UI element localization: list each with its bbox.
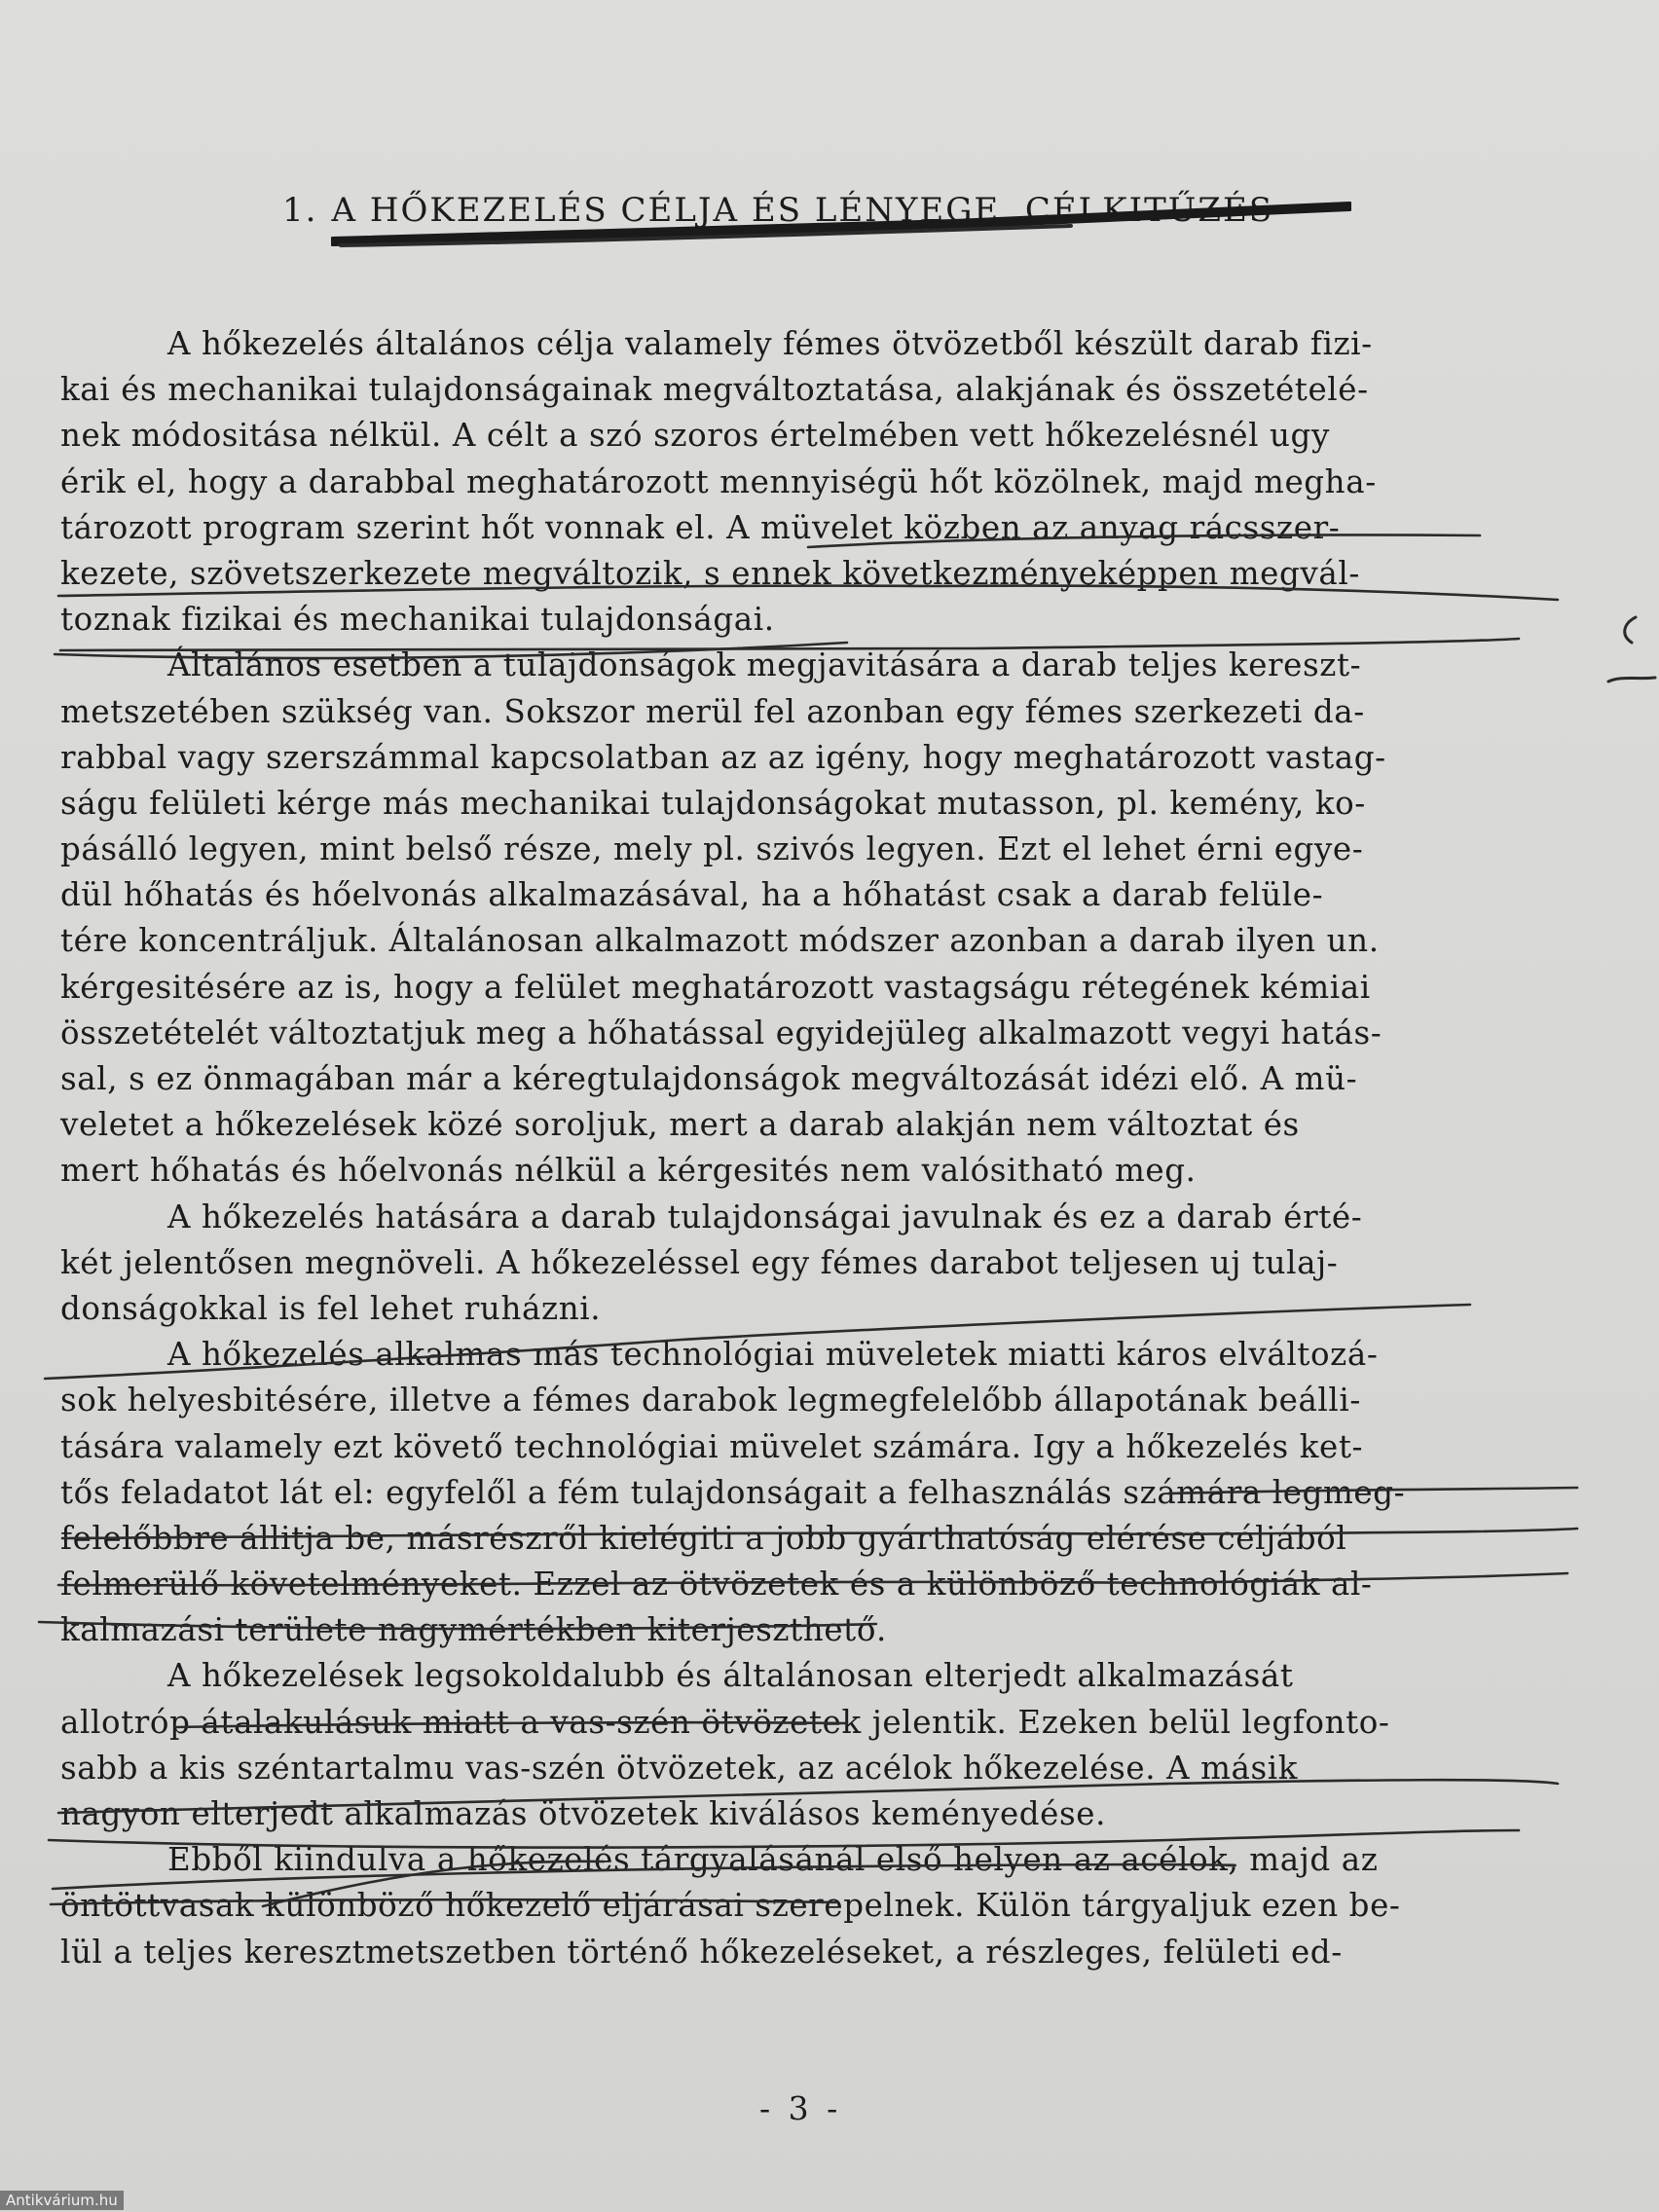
text-line: kezete, szövetszerkezete megváltozik, s ennek következményeképpen megvál- [60,554,1360,592]
text-line: kérgesitésére az is, hogy a felület meghatározott vastagságu rétegének kémiai [60,968,1371,1006]
section-title: A HŐKEZELÉS CÉLJA ÉS LÉNYEGE, CÉLKITŰZÉS [331,191,1274,230]
text-line: felmerülő követelményeket. Ezzel az ötvözetek és a különböző technológiák al- [60,1566,1373,1604]
text-line: Ebből kiindulva a hőkezelés tárgyalásánál első helyen az acélok, majd az [167,1841,1379,1879]
text-line: kalmazási területe nagymértékben kiterjeszthető. [60,1611,887,1649]
text-line: tére koncentráljuk. Általánosan alkalmazott módszer azonban a darab ilyen un. [60,922,1380,960]
text-line: pásálló legyen, mint belső része, mely pl. szivós legyen. Ezt el lehet érni egye- [60,830,1364,868]
text-line: dül hőhatás és hőelvonás alkalmazásával, ha a hőhatást csak a darab felüle- [60,876,1324,914]
text-line: rabbal vagy szerszámmal kapcsolatban az az igény, hogy meghatározott vastag- [60,738,1386,776]
text-line: sal, s ez önmagában már a kéregtulajdonságok megváltozását idézi elő. A mü- [60,1060,1358,1097]
text-line: A hőkezelés általános célja valamely fémes ötvözetből készült darab fizi- [167,325,1373,362]
text-line: felelőbbre állitja be, másrészről kielégiti a jobb gyárthatóság elérése céljából [60,1519,1347,1557]
text-line: veletet a hőkezelések közé soroljuk, mert a darab alakján nem változtat és [60,1106,1300,1144]
section-number: 1. [282,191,318,230]
text-line: metszetében szükség van. Sokszor merül fel azonban egy fémes szerkezeti da- [60,692,1365,730]
text-line: lül a teljes keresztmetszetben történő hőkezeléseket, a részleges, felületi ed- [60,1933,1343,1971]
margin-pen-mark [1606,613,1659,691]
text-line: Általános esetben a tulajdonságok megjavitására a darab teljes kereszt- [167,646,1362,684]
text-line: tására valamely ezt követő technológiai müvelet számára. Igy a hőkezelés ket- [60,1427,1364,1465]
text-line: sabb a kis széntartalmu vas-szén ötvözetek, az acélok hőkezelése. A másik [60,1749,1299,1787]
text-line: két jelentősen megnöveli. A hőkezeléssel egy fémes darabot teljesen uj tulaj- [60,1243,1339,1281]
page-number: - 3 - [759,2089,842,2127]
text-line: öntöttvasak különböző hőkezelő eljárásai szerepelnek. Külön tárgyaljuk ezen be- [60,1887,1401,1925]
text-line: nagyon elterjedt alkalmazás ötvözetek kiválásos keményedése. [60,1795,1107,1832]
body-text [60,321,1579,1975]
text-line: toznak fizikai és mechanikai tulajdonságai. [60,601,775,639]
text-line: nek módositása nélkül. A célt a szó szoros értelmében vett hőkezelésnél ugy [60,417,1330,455]
text-line: A hőkezelés hatására a darab tulajdonságai javulnak és ez a darab érté- [167,1198,1363,1235]
text-line: tős feladatot lát el: egyfelől a fém tulajdonságait a felhasználás számára legmeg- [60,1473,1406,1511]
text-line: sok helyesbitésére, illetve a fémes darabok legmegfelelőbb állapotának beálli- [60,1382,1361,1419]
text-line: allotróp átalakulásuk miatt a vas-szén ötvözetek jelentik. Ezeken belül legfonto- [60,1703,1390,1741]
text-line: tározott program szerint hőt vonnak el. A müvelet közben az anyag rácsszer- [60,508,1341,546]
text-line: A hőkezelések legsokoldalubb és általánosan elterjedt alkalmazását [167,1657,1294,1695]
watermark: Antikvárium.hu [0,2191,124,2210]
text-line: ságu felületi kérge más mechanikai tulajdonságokat mutasson, pl. kemény, ko- [60,784,1366,822]
text-line: kai és mechanikai tulajdonságainak megváltoztatása, alakjának és összetételé- [60,371,1369,409]
heading-marker-stroke [331,199,1351,251]
text-line: donságokkal is fel lehet ruházni. [60,1289,602,1327]
text-line: összetételét változtatjuk meg a hőhatással egyidejüleg alkalmazott vegyi hatás- [60,1014,1382,1051]
text-line: mert hőhatás és hőelvonás nélkül a kérgesités nem valósitható meg. [60,1152,1197,1190]
text-line: A hőkezelés alkalmas más technológiai müveletek miatti káros elváltozá- [167,1336,1379,1374]
text-line: érik el, hogy a darabbal meghatározott mennyiségü hőt közölnek, majd megha- [60,462,1377,500]
